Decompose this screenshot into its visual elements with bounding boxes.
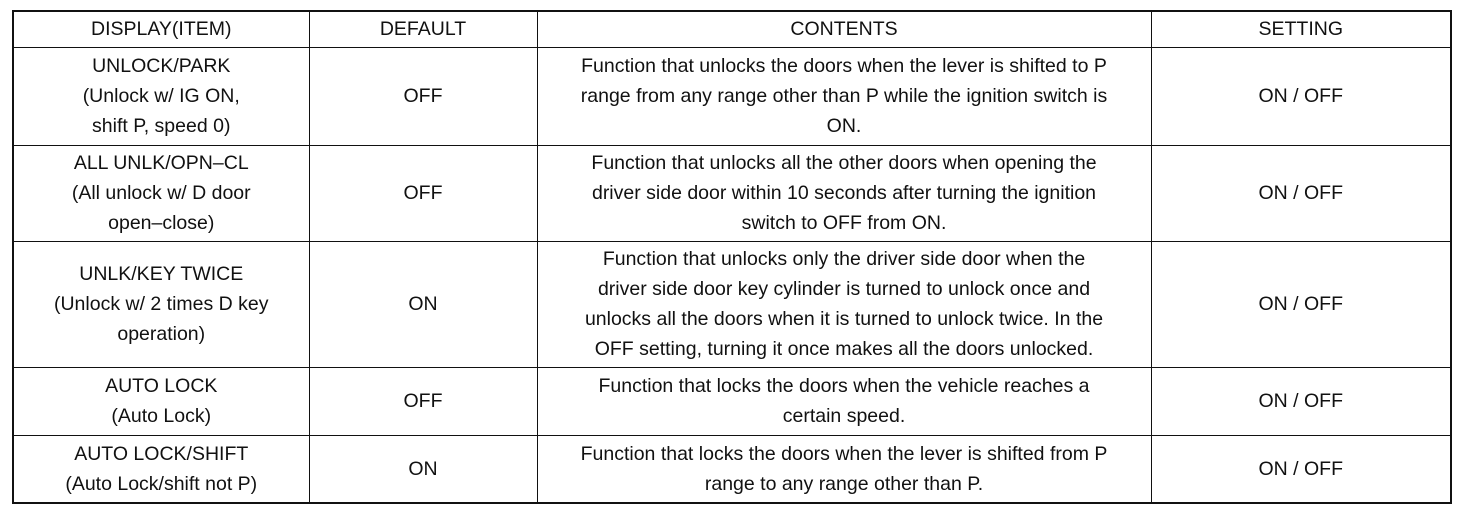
cell-contents: Function that unlocks only the driver side door when the driver side door key cylinder is turned to unlock once and unlocks all the doors when it is turned to unlock twice. In the OFF setting, turning it once makes all the doors unlocked. [537, 241, 1151, 367]
header-display-item: DISPLAY(ITEM) [13, 11, 309, 47]
cell-display-item: UNLOCK/PARK (Unlock w/ IG ON, shift P, speed 0) [13, 47, 309, 145]
cell-display-item: ALL UNLK/OPN–CL (All unlock w/ D door open–close) [13, 145, 309, 241]
cell-setting: ON / OFF [1151, 367, 1451, 435]
header-contents: CONTENTS [537, 11, 1151, 47]
cell-default: OFF [309, 367, 537, 435]
header-setting: SETTING [1151, 11, 1451, 47]
header-default: DEFAULT [309, 11, 537, 47]
table-row [13, 47, 1451, 145]
cell-contents: Function that locks the doors when the lever is shifted from P range to any range other than P. [537, 435, 1151, 503]
header-row [13, 11, 1451, 47]
table-header [13, 11, 1451, 47]
cell-default: ON [309, 435, 537, 503]
cell-contents: Function that unlocks all the other doors when opening the driver side door within 10 seconds after turning the ignition switch to OFF from ON. [537, 145, 1151, 241]
table-row [13, 241, 1451, 367]
cell-default: OFF [309, 145, 537, 241]
cell-display-item: UNLK/KEY TWICE (Unlock w/ 2 times D key operation) [13, 241, 309, 367]
table-body [13, 47, 1451, 503]
cell-setting: ON / OFF [1151, 435, 1451, 503]
table-row [13, 435, 1451, 503]
cell-contents: Function that unlocks the doors when the lever is shifted to P range from any range other than P while the ignition switch is ON. [537, 47, 1151, 145]
cell-contents: Function that locks the doors when the vehicle reaches a certain speed. [537, 367, 1151, 435]
cell-setting: ON / OFF [1151, 47, 1451, 145]
table-row [13, 145, 1451, 241]
door-lock-settings-table [12, 10, 1452, 504]
table-row [13, 367, 1451, 435]
cell-default: ON [309, 241, 537, 367]
cell-setting: ON / OFF [1151, 145, 1451, 241]
cell-display-item: AUTO LOCK/SHIFT (Auto Lock/shift not P) [13, 435, 309, 503]
cell-default: OFF [309, 47, 537, 145]
cell-display-item: AUTO LOCK (Auto Lock) [13, 367, 309, 435]
cell-setting: ON / OFF [1151, 241, 1451, 367]
